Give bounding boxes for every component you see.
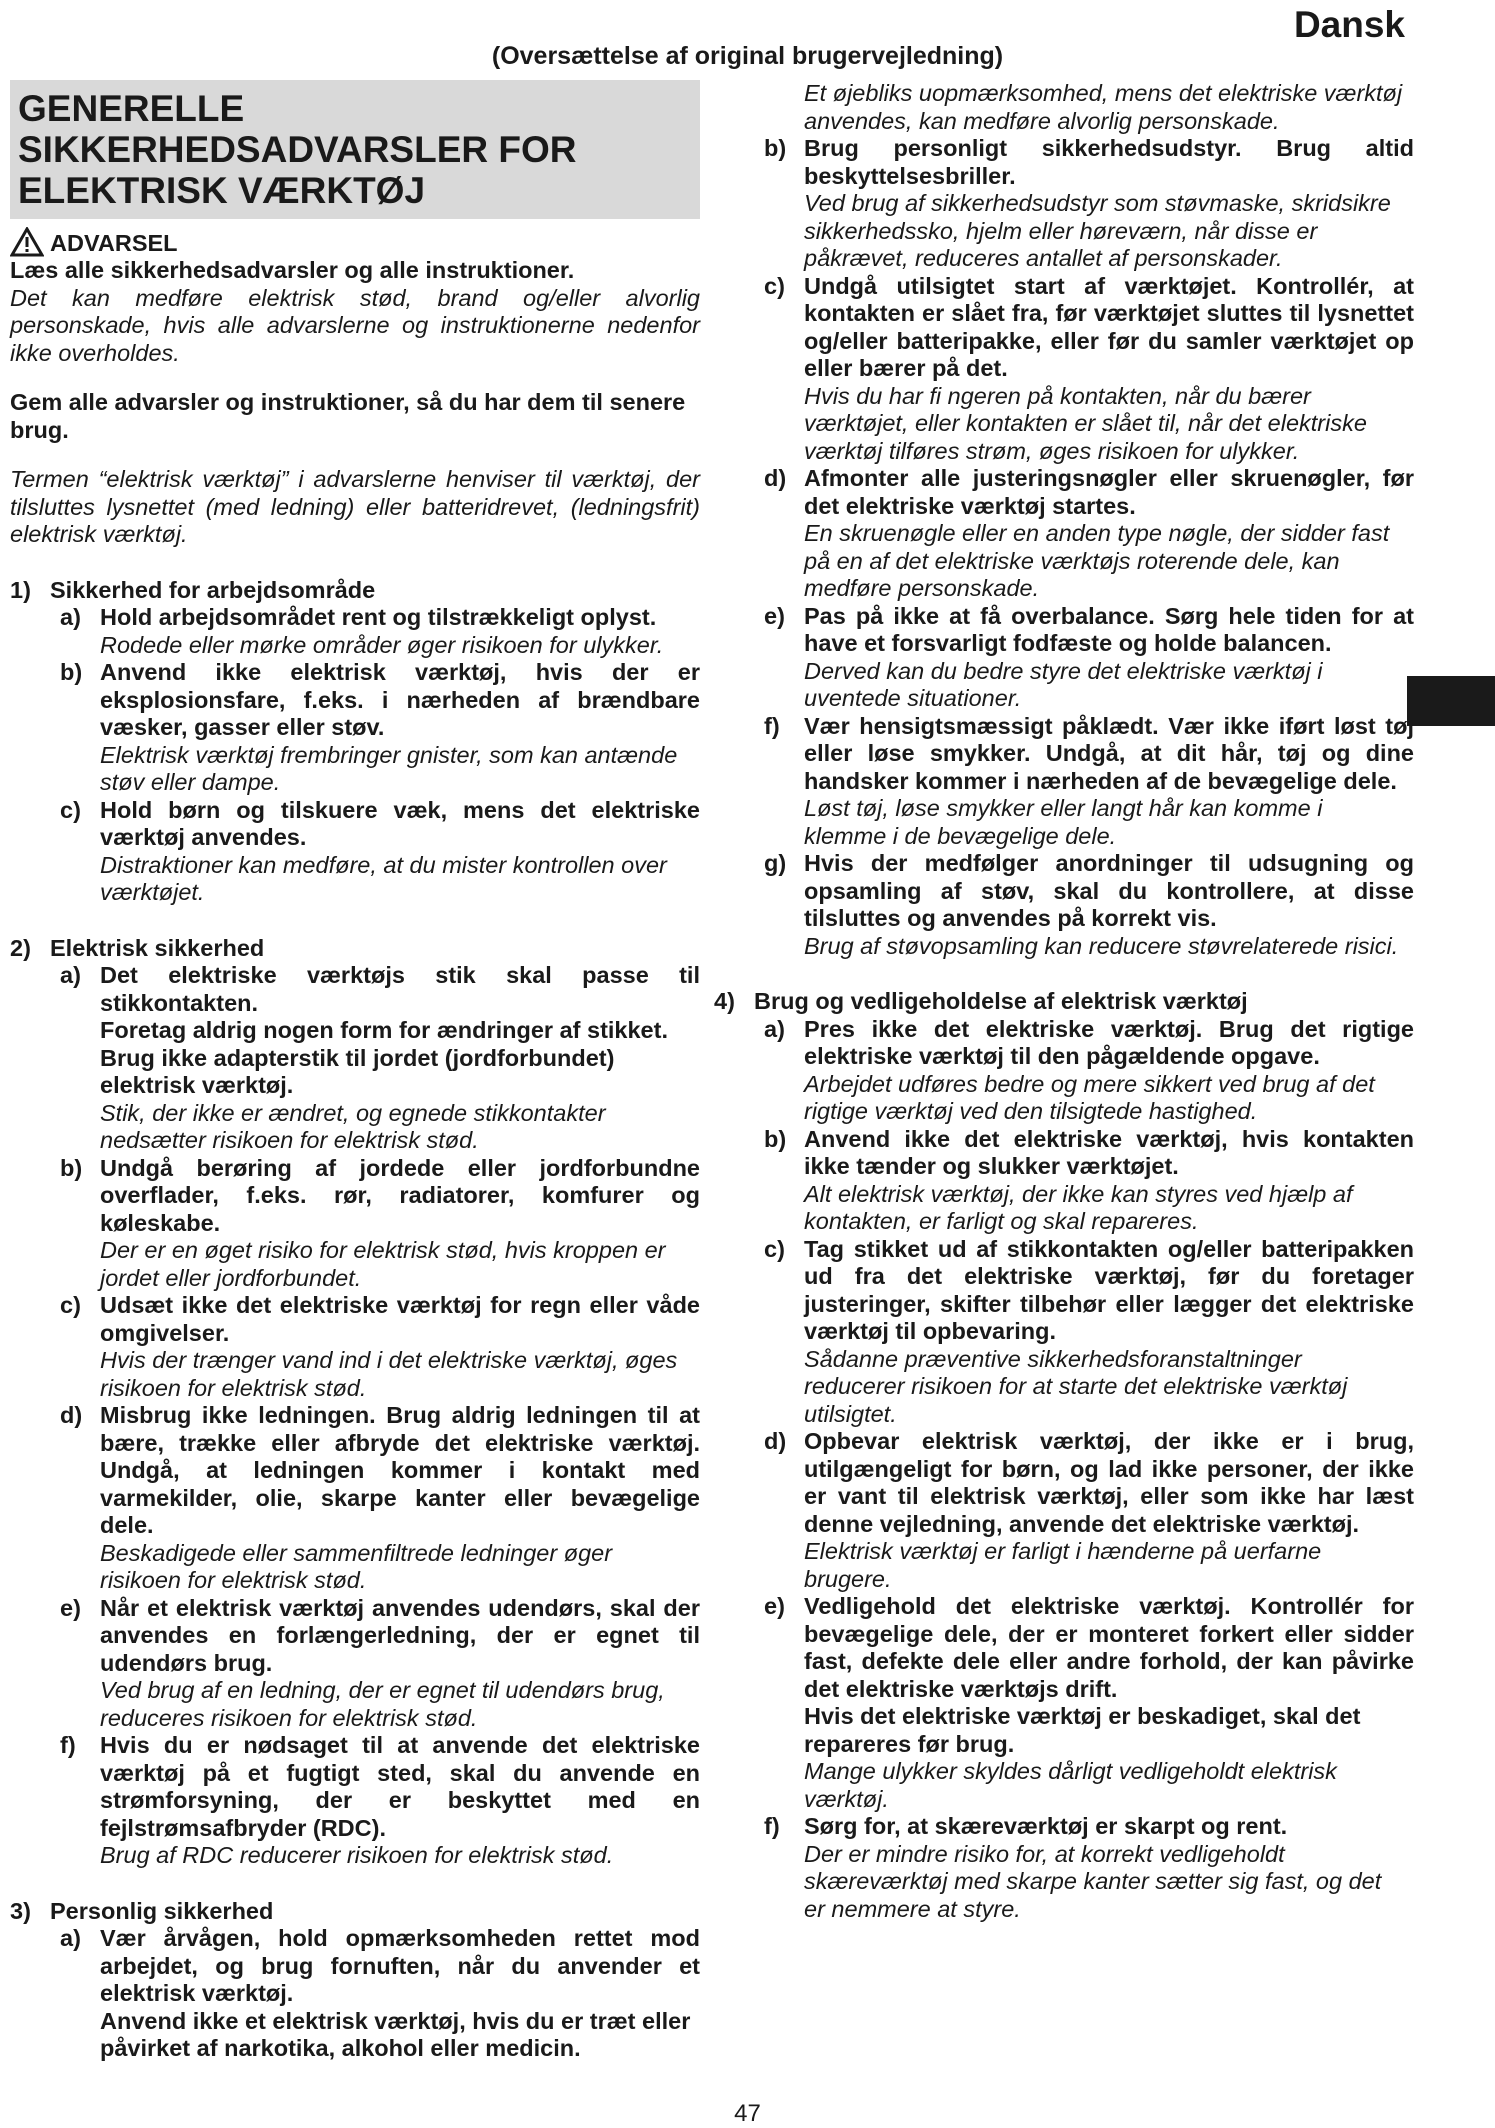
list-item <box>764 1428 1414 1538</box>
list-item <box>764 1593 1414 1703</box>
section-3-heading <box>10 1898 700 1926</box>
page-title <box>10 80 700 219</box>
item-text: Opbevar elektrisk værktøj, der ikke er i brug, utilgængeligt for børn, og lad ikke personer, der ikke er vant til elektrisk værktøj, eller som ikke har læst denne vejledning, anvende det elektriske værktøj. <box>804 1428 1414 1537</box>
item-label: c) <box>60 796 81 823</box>
item-note: En skruenøgle eller en anden type nøgle, der sidder fast på en af det elektriske værktøjs roterende dele, kan medføre personskade. <box>804 520 1390 601</box>
list-item <box>60 797 700 852</box>
title-line-3: ELEKTRISK VÆRKTØJ <box>18 170 426 211</box>
list-item <box>60 659 700 742</box>
item-note: Elektrisk værktøj frembringer gnister, som kan antænde støv eller dampe. <box>100 741 678 795</box>
item-label: g) <box>764 850 787 876</box>
list-item <box>764 713 1414 796</box>
section-3-continued <box>714 80 1414 960</box>
section-1-heading <box>10 577 700 605</box>
item-text: Pres ikke det elektriske værktøj. Brug det rigtige elektriske værktøj til den pågældende opgave. <box>804 1015 1414 1069</box>
item-label: c) <box>60 1292 81 1318</box>
warning-label: ADVARSEL <box>50 229 178 256</box>
item-label: d) <box>60 1402 83 1428</box>
item-text: Undgå utilsigtet start af værktøjet. Kontrollér, at kontakten er slået fra, før værktøjet sluttes til lysnettet og/eller batteripakke, eller før du samler værktøjet op eller bærer på det. <box>804 272 1414 381</box>
section-3-items <box>10 1925 700 2063</box>
item-text: Vedligehold det elektriske værktøj. Kontrollér for bevægelige dele, der er monteret forkert eller sidder fast, defekte dele eller andre forhold, der kan påvirke det elektriske værktøjs drift. <box>804 1593 1414 1702</box>
section-title: Brug og vedligeholdelse af elektrisk værktøj <box>754 988 1248 1014</box>
section-title: Personlig sikkerhed <box>50 1897 274 1924</box>
item-extra: Anvend ikke et elektrisk værktøj, hvis du er træt eller påvirket af narkotika, alkohol eller medicin. <box>100 2007 691 2061</box>
item-note: Brug af RDC reducerer risikoen for elektrisk stød. <box>100 1842 614 1868</box>
list-item <box>60 1925 700 2008</box>
item-label: a) <box>764 1015 785 1042</box>
item-note: Alt elektrisk værktøj, der ikke kan styres ved hjælp af kontakten, er farligt og skal repareres. <box>804 1180 1353 1234</box>
item-note: Ved brug af sikkerhedsudstyr som støvmaske, skridsikre sikkerhedssko, hjelm eller høreværn, når disse er påkrævet, reduceres antallet af personskader. <box>804 190 1391 271</box>
item-text: Udsæt ikke det elektriske værktøj for regn eller våde omgivelser. <box>100 1292 700 1346</box>
list-item <box>764 1016 1414 1071</box>
item-label: b) <box>60 1154 83 1181</box>
item-text: Vær hensigtsmæssigt påklædt. Vær ikke iført løst tøj eller løse smykker. Undgå, at dit hår, tøj og dine handsker kommer i nærheden af de bevægelige dele. <box>804 712 1414 794</box>
save-instructions: Gem alle advarsler og instruktioner, så du har dem til senere brug. <box>10 389 686 443</box>
item-extra: Brug ikke adapterstik til jordet (jordforbundet) elektrisk værktøj. <box>100 1044 615 1098</box>
item-extra: Hvis det elektriske værktøj er beskadiget, skal det repareres før brug. <box>804 1703 1361 1757</box>
item-note: Distraktioner kan medføre, at du mister kontrollen over værktøjet. <box>100 851 667 905</box>
item-label: d) <box>764 465 787 491</box>
section-title: Elektrisk sikkerhed <box>50 934 265 961</box>
right-column <box>714 80 1414 1923</box>
list-item <box>60 1292 700 1347</box>
list-item <box>764 465 1414 520</box>
section-number: 1) <box>10 576 31 603</box>
document-subtitle: (Oversættelse af original brugervejledning) <box>491 42 1004 70</box>
list-item <box>764 1236 1414 1346</box>
section-tab-marker <box>1407 676 1495 726</box>
item-note: Der er en øget risiko for elektrisk stød, hvis kroppen er jordet eller jordforbundet. <box>100 1237 666 1291</box>
list-item <box>60 1595 700 1678</box>
warning-header <box>10 227 700 257</box>
item-note: Hvis du har fi ngeren på kontakten, når du bærer værktøjet, eller kontakten er slået til, når det elektriske værktøj tilføres strøm, øges risikoen for ulykker. <box>804 382 1367 464</box>
item-note: Sådanne præventive sikkerhedsforanstaltninger reducerer risikoen for at starte det elektriske værktøj utilsigtet. <box>804 1345 1348 1427</box>
list-item <box>60 962 700 1017</box>
item-label: a) <box>60 1925 81 1951</box>
read-all-instructions: Læs alle sikkerhedsadvarsler og alle instruktioner. <box>10 257 575 283</box>
item-label: f) <box>764 1813 780 1839</box>
section-1-items <box>10 604 700 907</box>
item-label: c) <box>764 272 785 299</box>
item-note: Elektrisk værktøj er farligt i hænderne på uerfarne brugere. <box>804 1538 1322 1592</box>
item-label: f) <box>764 712 780 739</box>
item-note: Et øjebliks uopmærksomhed, mens det elektriske værktøj anvendes, kan medføre alvorlig personskade. <box>804 80 1403 134</box>
item-label: b) <box>764 135 787 161</box>
title-line-2: SIKKERHEDSADVARSLER FOR <box>18 129 577 170</box>
list-item <box>764 1126 1414 1181</box>
left-column <box>10 80 700 2063</box>
language-label: Dansk <box>1293 4 1405 45</box>
list-item <box>60 1732 700 1842</box>
item-text: Hold børn og tilskuere væk, mens det elektriske værktøj anvendes. <box>100 796 700 850</box>
item-text: Tag stikket ud af stikkontakten og/eller batteripakken ud fra det elektriske værktøj, før du foretager justeringer, skifter tilbehør eller lægger det elektriske værktøj til opbevaring. <box>804 1235 1414 1344</box>
list-item <box>60 1402 700 1540</box>
list-item <box>60 1155 700 1238</box>
section-4-items <box>714 1016 1414 1924</box>
item-label: d) <box>764 1428 787 1454</box>
item-text: Undgå berøring af jordede eller jordforbundne overflader, f.eks. rør, radiatorer, komfurer og køleskabe. <box>100 1154 700 1236</box>
list-item <box>60 604 700 632</box>
risk-text: Det kan medføre elektrisk stød, brand og/eller alvorlig personskade, hvis alle advarslerne og instruktionerne nedenfor ikke overholdes. <box>10 284 700 366</box>
list-item <box>764 273 1414 383</box>
item-note: Beskadigede eller sammenfiltrede ledninger øger risikoen for elektrisk stød. <box>100 1539 613 1593</box>
item-note: Hvis der trænger vand ind i det elektriske værktøj, øges risikoen for elektrisk stød. <box>100 1347 678 1401</box>
section-number: 3) <box>10 1897 31 1924</box>
item-label: e) <box>764 602 785 629</box>
item-extra: Foretag aldrig nogen form for ændringer af stikket. <box>100 1017 668 1043</box>
item-text: Hold arbejdsområdet rent og tilstrækkeligt oplyst. <box>100 604 657 630</box>
page-number: 47 <box>734 2100 761 2127</box>
item-note: Derved kan du bedre styre det elektriske værktøj i uventede situationer. <box>804 657 1323 711</box>
item-text: Anvend ikke det elektriske værktøj, hvis kontakten ikke tænder og slukker værktøjet. <box>804 1125 1414 1179</box>
section-number: 4) <box>714 988 735 1014</box>
item-note: Ved brug af en ledning, der er egnet til udendørs brug, reduceres risikoen for elektrisk stød. <box>100 1677 665 1731</box>
item-label: e) <box>764 1593 785 1619</box>
list-item <box>764 1813 1414 1841</box>
item-text: Misbrug ikke ledningen. Brug aldrig ledningen til at bære, trække eller afbryde det elektriske værktøj. Undgå, at ledningen kommer i kontakt med varmekilder, olie, skarpe kanter eller bevægelige dele. <box>100 1402 700 1538</box>
list-item <box>764 603 1414 658</box>
item-text: Sørg for, at skæreværktøj er skarpt og rent. <box>804 1813 1288 1839</box>
item-text: Hvis der medfølger anordninger til udsugning og opsamling af støv, skal du kontrollere, at disse tilsluttes og anvendes på korrekt vis. <box>804 850 1414 931</box>
section-2-items <box>10 962 700 1870</box>
term-definition: Termen “elektrisk værktøj” i advarslerne henviser til værktøj, der tilsluttes lysnettet (med ledning) eller batteridrevet, (ledningsfrit) elektrisk værktøj. <box>10 466 700 547</box>
section-title: Sikkerhed for arbejdsområde <box>50 576 376 603</box>
item-label: c) <box>764 1235 785 1262</box>
item-note: Brug af støvopsamling kan reducere støvrelaterede risici. <box>804 932 1399 959</box>
section-4-heading <box>714 988 1414 1016</box>
item-note: Stik, der ikke er ændret, og egnede stikkontakter nedsætter risikoen for elektrisk stød. <box>100 1099 606 1153</box>
item-text: Afmonter alle justeringsnøgler eller skruenøgler, før det elektriske værktøj startes. <box>804 465 1414 519</box>
item-label: e) <box>60 1594 81 1621</box>
item-label: b) <box>764 1125 787 1152</box>
item-note: Rodede eller mørke områder øger risikoen for ulykker. <box>100 631 664 658</box>
item-text: Anvend ikke elektrisk værktøj, hvis der er eksplosionsfare, f.eks. i nærheden af brændbare væsker, gasser eller støv. <box>100 659 700 740</box>
item-label: f) <box>60 1732 76 1758</box>
item-label: a) <box>60 962 81 988</box>
item-text: Det elektriske værktøjs stik skal passe til stikkontakten. <box>100 962 700 1016</box>
item-text: Pas på ikke at få overbalance. Sørg hele tiden for at have et forsvarligt fodfæste og holde balancen. <box>804 602 1414 656</box>
section-2-heading <box>10 935 700 963</box>
item-note: Løst tøj, løse smykker eller langt hår kan komme i klemme i de bevægelige dele. <box>804 795 1323 849</box>
list-item <box>764 135 1414 190</box>
item-label: a) <box>60 604 81 630</box>
item-text: Hvis du er nødsaget til at anvende det elektriske værktøj på et fugtigt sted, skal du anvende en strømforsyning, der er beskyttet med en fejlstrømsafbryder (RDC). <box>100 1732 700 1841</box>
item-label: b) <box>60 659 83 685</box>
item-note: Der er mindre risiko for, at korrekt vedligeholdt skæreværktøj med skarpe kanter sætter sig fast, og det er nemmere at styre. <box>804 1840 1382 1922</box>
item-text: Vær årvågen, hold opmærksomheden rettet mod arbejdet, og brug fornuften, når du anvender et elektrisk værktøj. <box>100 1925 700 2006</box>
section-number: 2) <box>10 934 31 961</box>
title-line-1: GENERELLE <box>18 88 245 129</box>
item-note: Arbejdet udføres bedre og mere sikkert ved brug af det rigtige værktøj ved den tilsigtede hastighed. <box>804 1070 1375 1124</box>
item-note: Mange ulykker skyldes dårligt vedligeholdt elektrisk værktøj. <box>804 1758 1337 1812</box>
list-item <box>764 850 1414 933</box>
item-text: Brug personligt sikkerhedsudstyr. Brug altid beskyttelsesbriller. <box>804 135 1414 189</box>
item-text: Når et elektrisk værktøj anvendes udendørs, skal der anvendes en forlængerledning, der er egnet til udendørs brug. <box>100 1594 700 1676</box>
warning-triangle-icon <box>10 227 44 257</box>
